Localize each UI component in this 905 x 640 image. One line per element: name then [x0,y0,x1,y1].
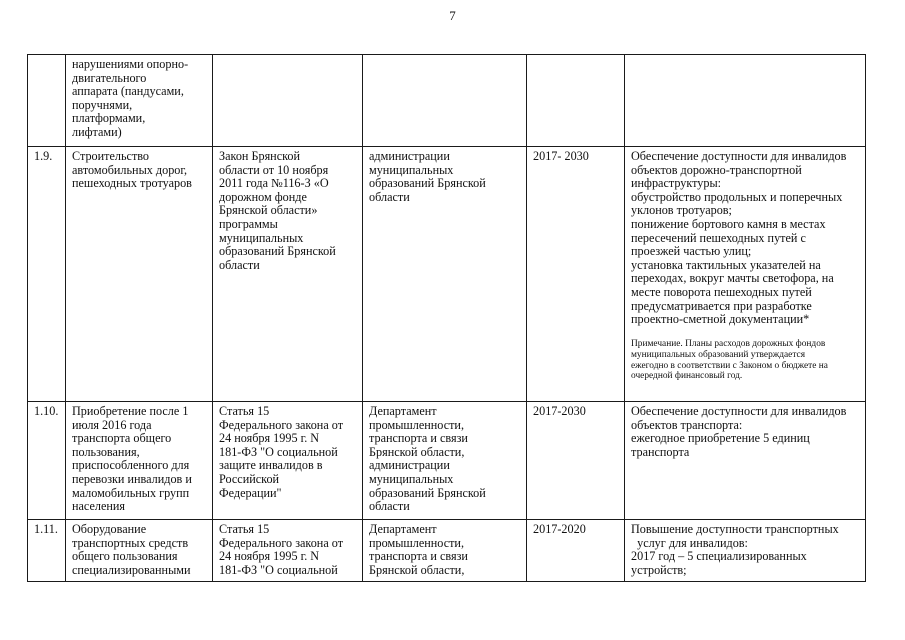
cell-result: Повышение доступности транспортных услуг для инвалидов: 2017 год – 5 специализированных устройств; [625,520,866,582]
measures-table [27,54,866,582]
cell-activity: Приобретение после 1 июля 2016 года транспорта общего пользования, приспособленного для перевозки инвалидов и маломобильных групп населения [66,402,213,520]
cell-activity: нарушениями опорно- двигательного аппарата (пандусами, поручнями, платформами, лифтами) [66,55,213,147]
cell-period: 2017-2020 [527,520,625,582]
cell-activity: Строительство автомобильных дорог, пешеходных тротуаров [66,147,213,402]
cell-activity: Оборудование транспортных средств общего пользования специализированными [66,520,213,582]
page-number: 7 [449,8,456,23]
cell-executor: администрации муниципальных образований Брянской области [363,147,527,402]
cell-executor [363,55,527,147]
budget-note: Примечание. Планы расходов дорожных фондов муниципальных образований утверждается ежегодно в соответствии с Законом о бюджете на очередной финансовый год. [631,338,828,382]
cell-result: Обеспечение доступности для инвалидов объектов транспорта: ежегодное приобретение 5 единиц транспорта [625,402,866,520]
cell-period [527,55,625,147]
cell-basis [213,55,363,147]
cell-result [625,55,866,147]
cell-number: 1.10. [28,402,66,520]
cell-number: 1.9. [28,147,66,402]
cell-period: 2017- 2030 [527,147,625,402]
cell-basis: Закон Брянской области от 10 ноября 2011 года №116-З «О дорожном фонде Брянской области» программы муниципальных образований Брянской области [213,147,363,402]
cell-number [28,55,66,147]
cell-basis: Статья 15 Федерального закона от 24 ноября 1995 г. N 181-ФЗ "О социальной защите инвалидов в Российской Федерации" [213,402,363,520]
cell-basis: Статья 15 Федерального закона от 24 ноября 1995 г. N 181-ФЗ "О социальной [213,520,363,582]
table-row [28,147,866,402]
cell-period: 2017-2030 [527,402,625,520]
table-row [28,55,866,147]
cell-executor: Департамент промышленности, транспорта и связи Брянской области, [363,520,527,582]
cell-number: 1.11. [28,520,66,582]
table-row [28,402,866,520]
cell-result: Обеспечение доступности для инвалидов объектов дорожно-транспортной инфраструктуры: обустройство продольных и поперечных уклонов тротуаров; понижение бортового камня в местах пересечений пешеходных путей с проезжей частью улиц; установка тактильных указателей на переходах, вокруг мачты светофора, на месте поворота пешеходных путей предусматривается при разработке проектно-сметной документации* Примечание. Планы расходов дорожных фондов муниципальных образований утверждается ежегодно в соответствии с Законом о бюджете на очередной финансовый год. [625,147,866,402]
table-row [28,520,866,582]
cell-executor: Департамент промышленности, транспорта и связи Брянской области, администрации муниципальных образований Брянской области [363,402,527,520]
